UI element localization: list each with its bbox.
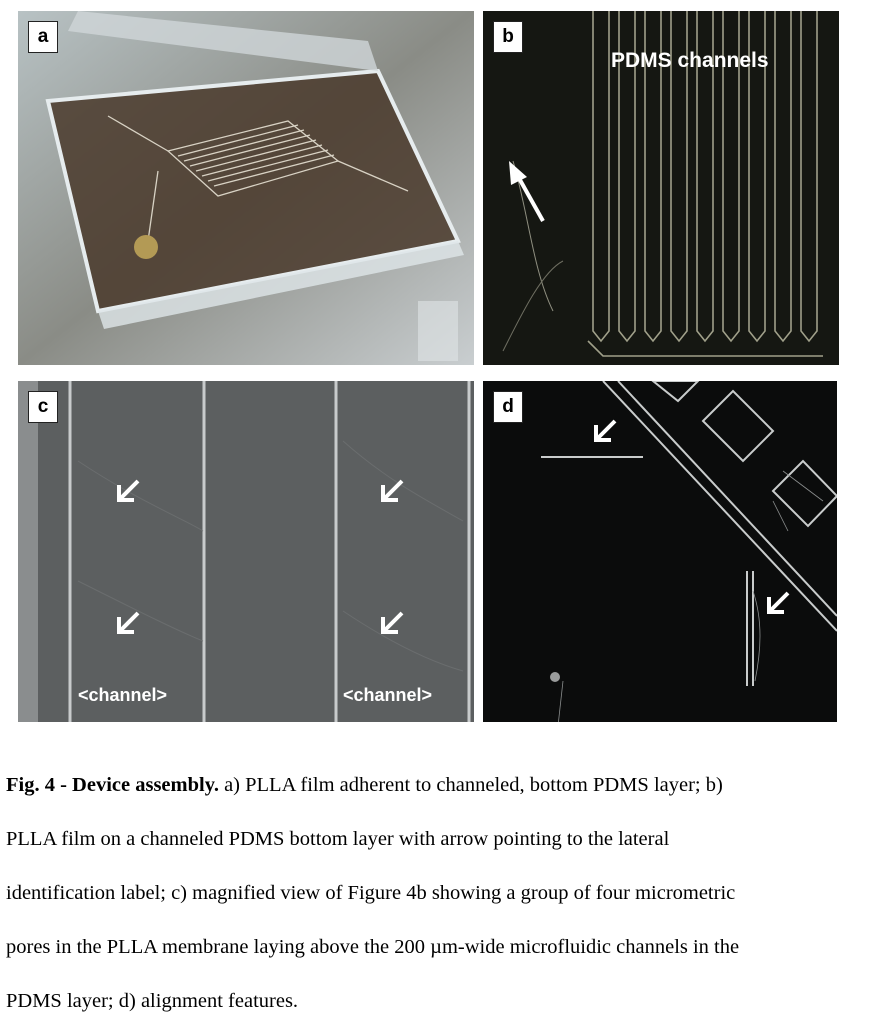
panel-c [18, 381, 474, 722]
panel-a-label: a [28, 21, 58, 53]
panel-d-label: d [493, 391, 523, 423]
panel-d-micrograph [483, 381, 837, 722]
panel-c-micrograph [18, 381, 474, 722]
caption-line-1-text: a) PLLA film adherent to channeled, bottom PDMS layer; b) [218, 774, 723, 796]
caption-line-1 [6, 758, 874, 812]
pdms-channels-label: PDMS channels [611, 49, 769, 72]
channel-label-right: <channel> [343, 685, 433, 705]
panel-c-label: c [28, 391, 58, 423]
caption-title: Fig. 4 - Device assembly. [6, 774, 219, 796]
channel-label-left: <channel> [78, 685, 168, 705]
panel-a [18, 11, 474, 365]
panel-b [483, 11, 839, 365]
caption-line-5: PDMS layer; d) alignment features. [6, 990, 299, 1012]
caption-line-4: pores in the PLLA membrane laying above the 200 µm-wide microfluidic channels in the [6, 936, 740, 958]
figure-caption [6, 758, 874, 1028]
panel-a-photo [18, 11, 474, 365]
panel-d [483, 381, 837, 722]
panel-b-label: b [493, 21, 523, 53]
caption-line-3: identification label; c) magnified view of Figure 4b showing a group of four micrometric [6, 882, 736, 904]
caption-line-2: PLLA film on a channeled PDMS bottom layer with arrow pointing to the lateral [6, 828, 670, 850]
